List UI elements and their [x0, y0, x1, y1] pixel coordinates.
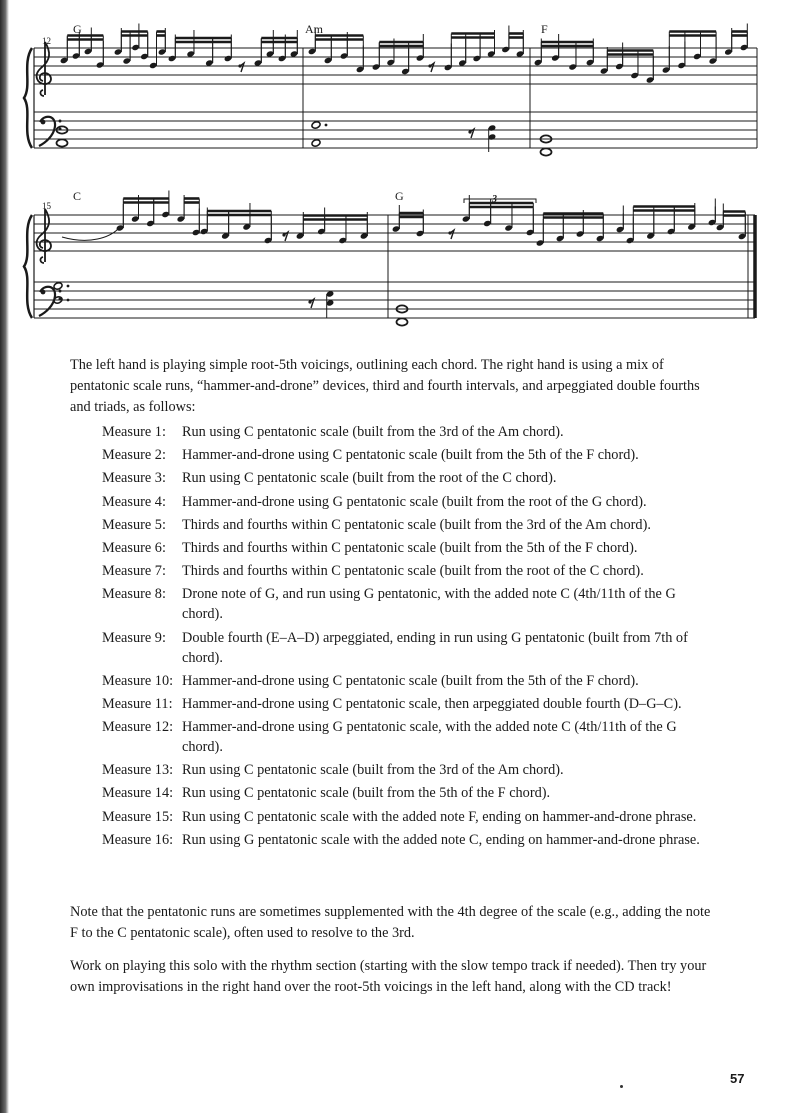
- rest-icon: [428, 64, 431, 67]
- measure-description: Drone note of G, and run using G pentatonic, with the added note C (4th/11th of the G chord).: [182, 586, 676, 623]
- dot: [67, 299, 70, 302]
- list-item: [102, 694, 712, 714]
- measure-list: [102, 422, 712, 853]
- list-item: [102, 628, 712, 668]
- list-item: [102, 422, 712, 442]
- list-item: [102, 538, 712, 558]
- half-note: [311, 139, 321, 148]
- intro-paragraph: The left hand is playing simple root-5th voicings, outlining each chord. The right hand is using a mix of pentatonic scale runs, “hammer-and-drone” devices, third and fourth intervals, and arpeggiated double fourths and triads, as follows:: [70, 357, 700, 415]
- rest-icon: [450, 230, 454, 239]
- measure-label: Measure 15:: [102, 808, 174, 825]
- measure-label: Measure 1:: [102, 424, 166, 440]
- measure-label: Measure 10:: [102, 672, 174, 689]
- treble-clef-icon: [37, 42, 51, 96]
- whole-note: [57, 139, 68, 146]
- measure-label: Measure 8:: [102, 586, 166, 603]
- list-item: [102, 445, 712, 465]
- chord-symbol: F: [541, 22, 548, 36]
- whole-note: [541, 148, 552, 155]
- measure-label: Measure 16:: [102, 831, 174, 848]
- measure-description: Run using C pentatonic scale (built from the 3rd of the Am chord).: [182, 762, 564, 779]
- measure-label: Measure 13:: [102, 762, 174, 779]
- measure-description: Hammer-and-drone using G pentatonic scale, with the added note C (4th/11th of the G chord).: [182, 719, 677, 756]
- note-paragraph: Note that the pentatonic runs are sometimes supplemented with the 4th degree of the scale (e.g., adding the note F to the C pentatonic scale), often used to resolve to the 3rd.: [70, 904, 711, 941]
- measure-number: 12: [42, 36, 51, 46]
- chord-symbol: G: [395, 189, 404, 203]
- rest-icon: [240, 63, 244, 72]
- half-note: [311, 121, 321, 130]
- measure-description: Run using G pentatonic scale with the added note C, ending on hammer-and-drone phrase.: [182, 831, 700, 848]
- rest-icon: [238, 64, 241, 67]
- list-item: [102, 783, 712, 803]
- measure-description: Thirds and fourths within C pentatonic scale (built from the 3rd of the Am chord).: [182, 516, 651, 533]
- brace-icon: [24, 215, 32, 318]
- bass-clef-icon: [59, 120, 62, 123]
- dot: [325, 124, 328, 127]
- brace-icon: [24, 48, 32, 148]
- measure-description: Run using C pentatonic scale with the added note F, ending on hammer-and-drone phrase.: [182, 808, 697, 825]
- system-2: [24, 189, 755, 326]
- whole-note: [397, 318, 408, 325]
- bass-clef-icon: [41, 290, 46, 295]
- measure-label: Measure 6:: [102, 539, 166, 556]
- list-item: [102, 515, 712, 535]
- chord-symbol: G: [73, 22, 82, 36]
- measure-description: Thirds and fourths within C pentatonic scale (built from the root of the C chord).: [182, 563, 644, 580]
- measure-label: Measure 14:: [102, 785, 174, 802]
- list-item: [102, 830, 712, 850]
- measure-label: Measure 5:: [102, 516, 166, 533]
- measure-description: Hammer-and-drone using C pentatonic scale (built from the 5th of the F chord).: [182, 447, 639, 464]
- dot: [67, 285, 70, 288]
- rest-icon: [308, 300, 311, 303]
- list-item: [102, 561, 712, 581]
- measure-description: Hammer-and-drone using G pentatonic scale (built from the root of the G chord).: [182, 493, 647, 510]
- system-1: [24, 22, 757, 156]
- bass-clef-icon: [41, 120, 46, 125]
- measure-description: Thirds and fourths within C pentatonic scale (built from the 5th of the F chord).: [182, 539, 638, 556]
- bass-clef-icon: [59, 128, 62, 131]
- chord-symbol: C: [73, 189, 82, 203]
- tie: [62, 229, 118, 240]
- tuplet-number: 3: [492, 194, 497, 205]
- measure-label: Measure 4:: [102, 493, 166, 510]
- treble-clef-icon: [37, 209, 51, 263]
- rest-icon: [282, 233, 285, 236]
- measure-description: Run using C pentatonic scale (built from the 5th of the F chord).: [182, 785, 551, 802]
- rest-icon: [430, 63, 434, 72]
- page-number: 57: [730, 1071, 745, 1086]
- measure-description: Hammer-and-drone using C pentatonic scale (built from the 5th of the F chord).: [182, 672, 639, 689]
- print-speck: [620, 1085, 623, 1088]
- list-item: [102, 584, 712, 624]
- measure-label: Measure 9:: [102, 629, 166, 646]
- half-note: [53, 282, 63, 291]
- bass-clef-icon: [59, 290, 62, 293]
- measure-description: Hammer-and-drone using C pentatonic scale, then arpeggiated double fourth (D–G–C).: [182, 695, 682, 712]
- measure-description: Run using C pentatonic scale (built from the 3rd of the Am chord).: [182, 424, 564, 440]
- list-item: [102, 671, 712, 691]
- practice-paragraph: Work on playing this solo with the rhythm section (starting with the slow tempo track if needed). Then try your own improvisations in the right hand over the root-5th voicings in the left hand, along with the CD track!: [70, 958, 707, 995]
- measure-label: Measure 11:: [102, 695, 173, 712]
- measure-number: 15: [42, 201, 51, 211]
- measure-label: Measure 7:: [102, 563, 166, 580]
- measure-label: Measure 2:: [102, 447, 166, 464]
- chord-symbol: Am: [305, 22, 323, 36]
- measure-description: Double fourth (E–A–D) arpeggiated, ending in run using G pentatonic (built from 7th of chord).: [182, 629, 688, 666]
- measure-description: Run using C pentatonic scale (built from the root of the C chord).: [182, 470, 557, 487]
- list-item: [102, 717, 712, 757]
- measure-label: Measure 3:: [102, 470, 166, 487]
- measure-label: Measure 12:: [102, 719, 174, 736]
- list-item: [102, 492, 712, 512]
- list-item: [102, 468, 712, 488]
- rest-icon: [448, 231, 451, 234]
- music-score: [0, 0, 800, 345]
- list-item: [102, 760, 712, 780]
- rest-icon: [468, 130, 471, 133]
- list-item: [102, 807, 712, 827]
